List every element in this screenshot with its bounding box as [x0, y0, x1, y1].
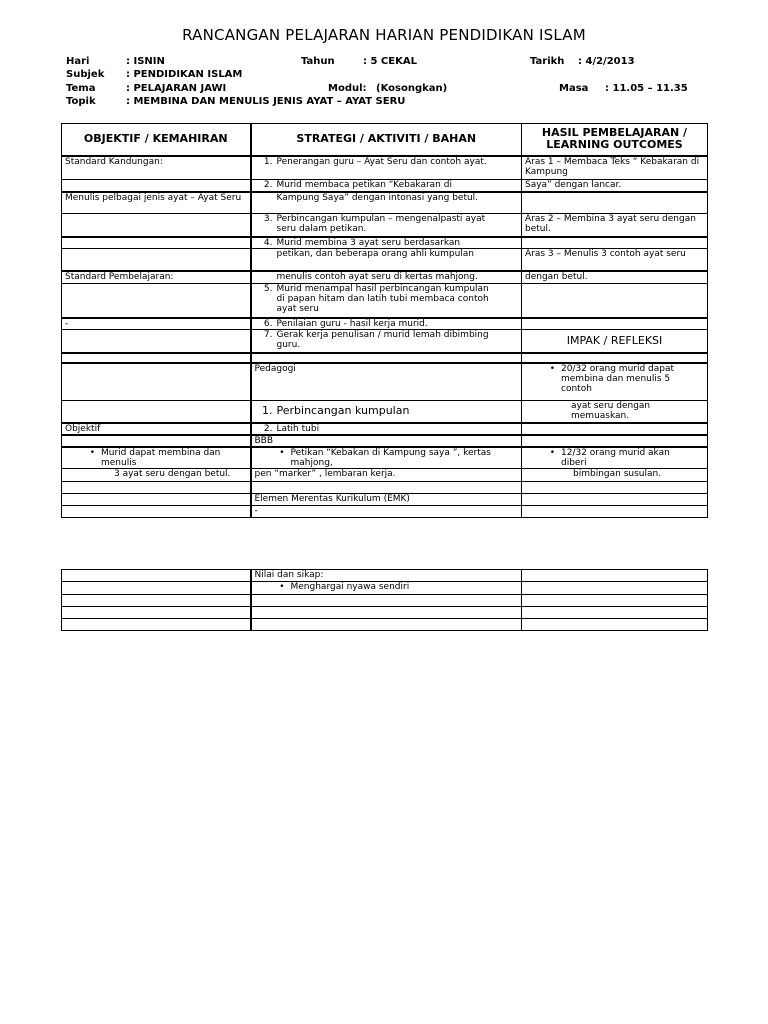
pedagogi-item-2: 2. Latih tubi [251, 423, 522, 435]
topik-label: Topik [66, 96, 96, 107]
subjek-label: Subjek [66, 69, 105, 80]
emk-label: Elemen Merentas Kurikulum (EMK) [251, 494, 522, 506]
standard-kandungan: Standard Kandungan: [62, 156, 251, 180]
strategi-step-2: 2. Murid membaca petikan “Kebakaran di [251, 180, 522, 192]
bbb-label: BBB [251, 435, 522, 447]
strategi-step-1: 1. Penerangan guru – Ayat Seru dan contoh ayat. [251, 156, 522, 180]
strategi-step-3: 3. Perbincangan kumpulan – mengenalpasti ayat seru dalam petikan. [251, 214, 522, 237]
bbb-item: •Petikan “Kebakan di Kampung saya ”, kertas mahjong, [251, 447, 522, 469]
impak-item-1-cont: ayat seru dengan memuaskan. [522, 401, 708, 423]
masa-label: Masa [559, 83, 589, 94]
page-title: RANCANGAN PELAJARAN HARIAN PENDIDIKAN ISLAM [182, 26, 586, 44]
tema-value: : PELAJARAN JAWI [126, 83, 227, 94]
strategi-step-7: 7. Gerak kerja penulisan / murid lemah dibimbing guru. [251, 330, 522, 353]
objektif-label: Objektif [62, 423, 251, 435]
dash-1: - [62, 318, 251, 330]
tema-label: Tema [66, 83, 96, 94]
col-header-strategi: STRATEGI / AKTIVITI / BAHAN [251, 124, 522, 156]
tarikh-label: Tarikh [530, 56, 565, 67]
objektif-item: •Murid dapat membina dan menulis [62, 447, 251, 469]
nilai-item: •Menghargai nyawa sendiri [251, 582, 522, 595]
impak-item-2: •12/32 orang murid akan diberi [522, 447, 708, 469]
standard-pembelajaran: Standard Pembelajaran: [62, 271, 251, 284]
tarikh-value: : 4/2/2013 [578, 56, 635, 67]
bbb-cont: pen “marker” , lembaran kerja. [251, 469, 522, 482]
pedagogi: Pedagogi [251, 363, 522, 401]
modul-value: (Kosongkan) [376, 83, 448, 94]
tahun-label: Tahun [301, 56, 335, 67]
aras-1: Aras 1 – Membaca Teks “ Kebakaran di Kampung [522, 156, 708, 180]
aras-3: Aras 3 – Menulis 3 contoh ayat seru [522, 249, 708, 271]
topik-value: : MEMBINA DAN MENULIS JENIS AYAT – AYAT SERU [126, 96, 406, 107]
pedagogi-item-1: 1. Perbincangan kumpulan [251, 401, 522, 423]
hari-value: : ISNIN [126, 56, 165, 67]
values-table [61, 569, 708, 631]
tahun-value: : 5 CEKAL [363, 56, 417, 67]
strategi-step-4: 4. Murid membina 3 ayat seru berdasarkan [251, 237, 522, 249]
aras-3-cont: dengan betul. [522, 271, 708, 284]
objektif-cont: 3 ayat seru dengan betul. [62, 469, 251, 482]
modul-label: Modul: [328, 83, 367, 94]
aras-1-cont: Saya” dengan lancar. [522, 180, 708, 192]
strategi-step-5: 5. Murid menampal hasil perbincangan kumpulan di papan hitam dan latih tubi membaca contoh ayat seru [251, 284, 522, 318]
lesson-plan-table [61, 123, 708, 518]
impak-refleksi: IMPAK / REFLEKSI [522, 330, 708, 353]
strategi-step-4-cont: petikan, dan beberapa orang ahli kumpulan [251, 249, 522, 271]
strategi-step-4-cont2: menulis contoh ayat seru di kertas mahjong. [251, 271, 522, 284]
emk-dash: - [251, 506, 522, 518]
strategi-step-6: 6. Penilaian guru - hasil kerja murid. [251, 318, 522, 330]
subjek-value: : PENDIDIKAN ISLAM [126, 69, 243, 80]
hari-label: Hari [66, 56, 90, 67]
strategi-step-2-cont: Kampung Saya” dengan intonasi yang betul. [251, 192, 522, 214]
col-header-objektif: OBJEKTIF / KEMAHIRAN [62, 124, 251, 156]
impak-item-2-cont: bimbingan susulan. [522, 469, 708, 482]
aras-2: Aras 2 – Membina 3 ayat seru dengan betul. [522, 214, 708, 237]
menulis-jenis-ayat: Menulis pelbagai jenis ayat – Ayat Seru [62, 192, 251, 214]
nilai-label: Nilai dan sikap: [251, 570, 522, 582]
masa-value: : 11.05 – 11.35 [605, 83, 688, 94]
impak-item-1: • 20/32 orang murid dapat membina dan menulis 5 contoh [522, 363, 708, 401]
col-header-hasil: HASIL PEMBELAJARAN / LEARNING OUTCOMES [522, 124, 708, 156]
